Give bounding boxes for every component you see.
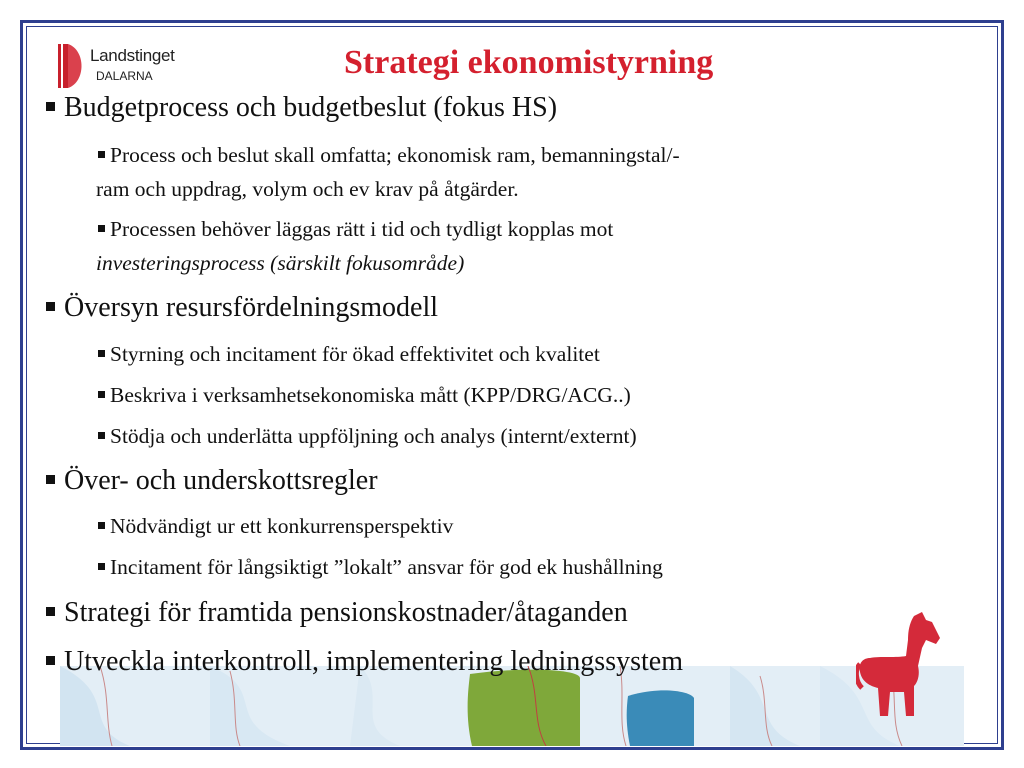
dala-horse-icon xyxy=(856,612,942,716)
bullet-1-sub-1: Process och beslut skall omfatta; ekonomisk ram, bemanningstal/- xyxy=(98,143,680,168)
bullet-1: Budgetprocess och budgetbeslut (fokus HS) xyxy=(46,92,557,124)
decorative-strip xyxy=(60,666,964,746)
bullet-square-icon xyxy=(46,607,55,616)
bullet-3-sub-1: Nödvändigt ur ett konkurrensperspektiv xyxy=(98,514,453,539)
green-shape xyxy=(468,670,580,746)
bullet-1-sub-2-cont: investeringsprocess (särskilt fokusområde) xyxy=(96,251,465,275)
bullet-1-sub-1-cont: ram och uppdrag, volym och ev krav på åtgärder. xyxy=(96,177,519,201)
bullet-4: Strategi för framtida pensionskostnader/åtaganden xyxy=(46,597,628,629)
bullet-square-icon xyxy=(98,563,105,570)
bullet-square-icon xyxy=(98,350,105,357)
logo-sub: DALARNA xyxy=(96,69,153,83)
slide-title: Strategi ekonomistyrning xyxy=(344,44,714,81)
bullet-square-icon xyxy=(46,102,55,111)
bullet-2-sub-2: Beskriva i verksamhetsekonomiska mått (KPP/DRG/ACG..) xyxy=(98,383,631,408)
bullet-square-icon xyxy=(98,432,105,439)
bullet-1-sub-2: Processen behöver läggas rätt i tid och tydligt kopplas mot xyxy=(98,217,613,242)
bullet-3-sub-2: Incitament för långsiktigt ”lokalt” ansvar för god ek hushållning xyxy=(98,555,663,580)
bullet-square-icon xyxy=(98,522,105,529)
bullet-square-icon xyxy=(98,225,105,232)
landstinget-logo xyxy=(56,40,206,96)
bullet-square-icon xyxy=(98,391,105,398)
bullet-2-sub-1: Styrning och incitament för ökad effektivitet och kvalitet xyxy=(98,342,600,367)
bullet-square-icon xyxy=(46,475,55,484)
landstinget-logo-icon xyxy=(56,42,86,90)
bullet-square-icon xyxy=(46,302,55,311)
logo-name: Landstinget xyxy=(90,46,175,65)
bullet-5: Utveckla interkontroll, implementering ledningssystem xyxy=(46,646,683,678)
bullet-square-icon xyxy=(98,151,105,158)
bullet-square-icon xyxy=(46,656,55,665)
blue-shape xyxy=(627,690,694,746)
bullet-2: Översyn resursfördelningsmodell xyxy=(46,292,438,324)
bullet-3: Över- och underskottsregler xyxy=(46,465,378,497)
bullet-2-sub-3: Stödja och underlätta uppföljning och analys (internt/externt) xyxy=(98,424,637,449)
